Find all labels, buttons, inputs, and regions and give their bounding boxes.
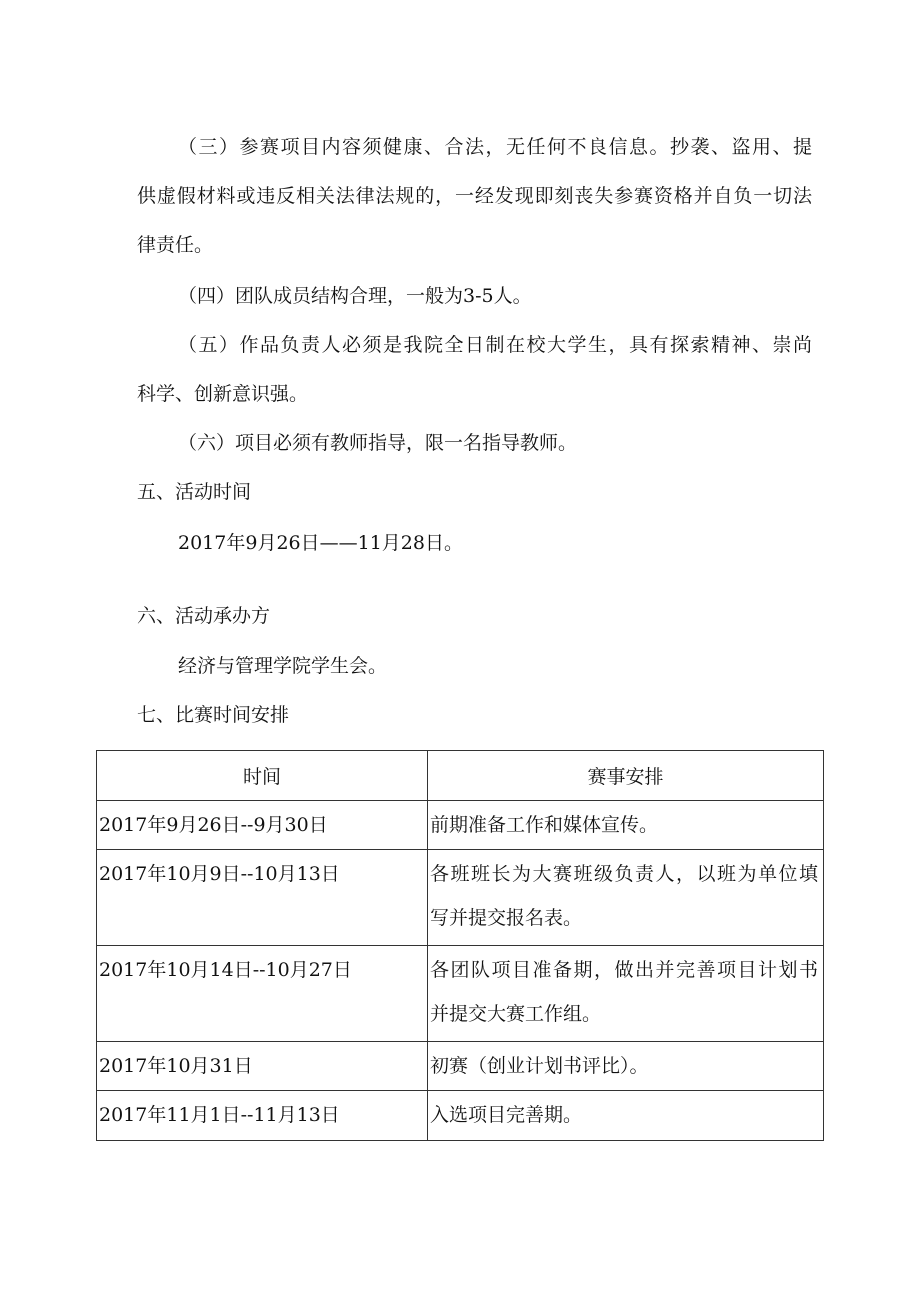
cell-event: 各团队项目准备期，做出并完善项目计划书 并提交大赛工作组。	[428, 946, 824, 1042]
paragraph-3-line-1: （三）参赛项目内容须健康、合法，无任何不良信息。抄袭、盗用、提	[178, 136, 812, 158]
cell-event: 各班班长为大赛班级负责人，以班为单位填 写并提交报名表。	[428, 850, 824, 946]
header-event: 赛事安排	[428, 751, 824, 801]
paragraph-3-line-3: 律责任。	[137, 234, 214, 256]
paragraph-3-line-2: 供虚假材料或违反相关法律法规的，一经发现即刻丧失参赛资格并自负一切法	[137, 185, 812, 207]
table-row	[97, 801, 824, 850]
cell-time: 2017年9月26日--9月30日	[97, 801, 428, 850]
cell-event: 前期准备工作和媒体宣传。	[428, 801, 824, 850]
paragraph-5-line-2: 科学、创新意识强。	[137, 383, 309, 405]
cell-event: 初赛（创业计划书评比）。	[428, 1042, 824, 1091]
table-row	[97, 946, 824, 1042]
header-time: 时间	[97, 751, 428, 801]
table-row	[97, 1042, 824, 1091]
section-5-text: 2017年9月26日——11月28日。	[178, 532, 463, 554]
section-6-heading: 六、活动承办方	[137, 605, 271, 627]
cell-time: 2017年10月31日	[97, 1042, 428, 1091]
cell-time: 2017年10月9日--10月13日	[97, 850, 428, 946]
table-row	[97, 850, 824, 946]
cell-time: 2017年10月14日--10月27日	[97, 946, 428, 1042]
section-5-heading: 五、活动时间	[137, 481, 252, 503]
cell-event: 入选项目完善期。	[428, 1091, 824, 1141]
section-6-text: 经济与管理学院学生会。	[178, 655, 388, 677]
paragraph-6: （六）项目必须有教师指导，限一名指导教师。	[178, 432, 578, 454]
section-7-heading: 七、比赛时间安排	[137, 704, 290, 726]
paragraph-5-line-1: （五）作品负责人必须是我院全日制在校大学生，具有探索精神、崇尚	[178, 334, 812, 356]
schedule-table	[96, 750, 824, 1141]
cell-time: 2017年11月1日--11月13日	[97, 1091, 428, 1141]
table-header-row	[97, 751, 824, 801]
paragraph-4: （四）团队成员结构合理，一般为3-5人。	[178, 285, 532, 307]
table-row	[97, 1091, 824, 1141]
